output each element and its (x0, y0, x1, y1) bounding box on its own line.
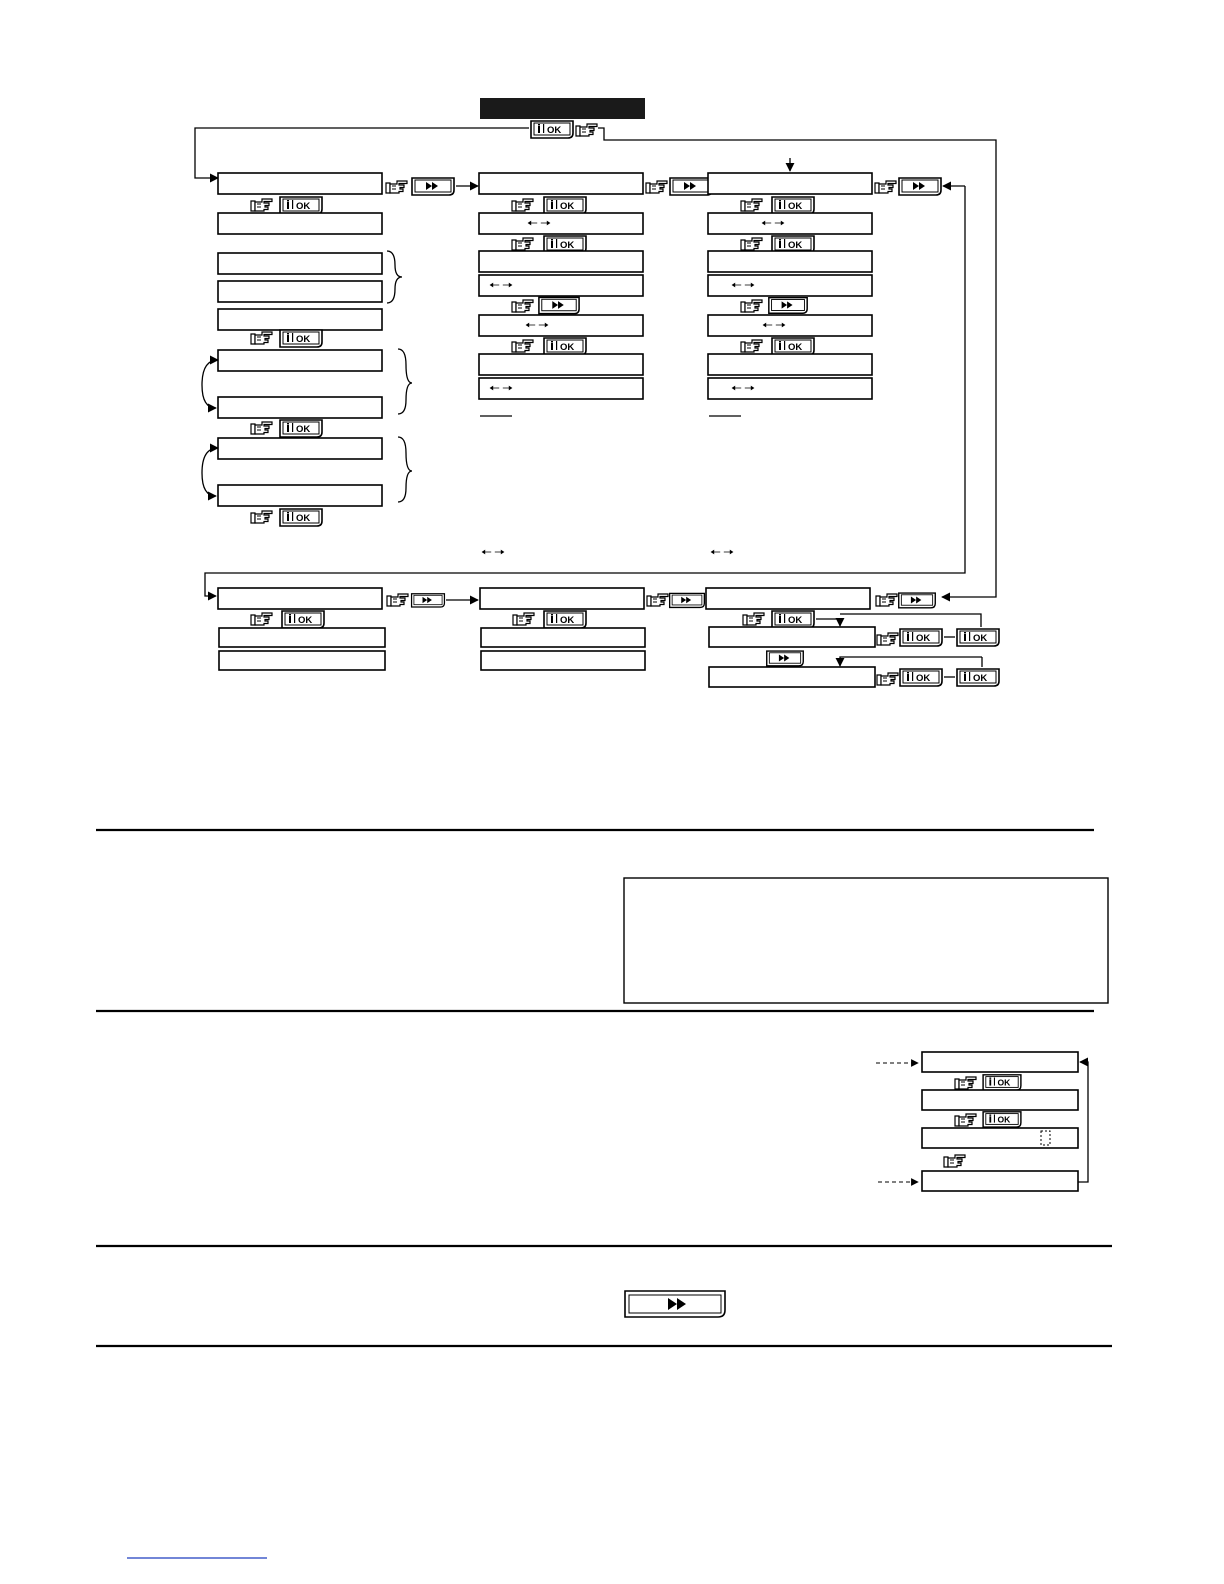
ok-button[interactable] (772, 611, 814, 628)
ok-button[interactable] (280, 420, 322, 437)
next-button[interactable] (899, 593, 936, 608)
next-button[interactable] (767, 651, 804, 666)
pointing-hand-icon (251, 511, 272, 523)
ok-button[interactable] (544, 338, 586, 355)
ok-button[interactable] (983, 1112, 1021, 1127)
pointing-hand-icon (576, 124, 597, 136)
ok-button[interactable] (282, 611, 324, 628)
pointing-hand-icon (386, 181, 407, 193)
next-button[interactable] (539, 297, 579, 313)
pointing-hand-icon (512, 340, 533, 352)
pointing-hand-icon (741, 199, 762, 211)
pointing-hand-icon (875, 181, 896, 193)
ok-button[interactable] (544, 197, 586, 214)
pointing-hand-icon (647, 594, 668, 606)
next-button[interactable] (412, 178, 454, 195)
left-right-arrows-icon (482, 550, 505, 555)
pointing-hand-icon (877, 633, 898, 645)
column-1-top (202, 173, 478, 526)
pointing-hand-icon (876, 594, 897, 606)
pointing-hand-icon (512, 238, 533, 250)
next-button[interactable] (412, 594, 445, 607)
pointing-hand-icon (251, 422, 272, 434)
next-button[interactable] (670, 178, 712, 195)
ok-button[interactable] (900, 669, 942, 686)
pointing-hand-icon (387, 594, 408, 606)
ok-button[interactable] (983, 1075, 1021, 1090)
note-box (624, 878, 1108, 1003)
ok-button[interactable] (531, 121, 573, 138)
menu-title-bar (480, 98, 645, 119)
pointing-hand-icon (741, 238, 762, 250)
bottom-row (218, 588, 999, 687)
next-button[interactable] (899, 178, 941, 195)
ok-button[interactable] (280, 330, 322, 347)
left-right-arrows-icon (711, 550, 734, 555)
ok-button[interactable] (772, 197, 814, 214)
ok-button[interactable] (900, 629, 942, 646)
pointing-hand-icon (877, 673, 898, 685)
ok-button[interactable] (957, 669, 999, 686)
pointing-hand-icon (512, 199, 533, 211)
ok-button[interactable] (544, 611, 586, 628)
large-next-button[interactable] (625, 1291, 725, 1317)
pointing-hand-icon (955, 1114, 976, 1126)
pointing-hand-icon (513, 613, 534, 625)
next-button[interactable] (670, 593, 705, 607)
ok-button[interactable] (280, 509, 322, 526)
next-button[interactable] (769, 298, 807, 314)
ok-button[interactable] (772, 338, 814, 355)
pointing-hand-icon (741, 300, 762, 312)
ok-button[interactable] (957, 629, 999, 646)
pointing-hand-icon (741, 340, 762, 352)
pointing-hand-icon (251, 332, 272, 344)
pointing-hand-icon (944, 1155, 965, 1167)
ok-button[interactable] (280, 197, 322, 214)
mini-flow (876, 1052, 1088, 1191)
pointing-hand-icon (512, 300, 533, 312)
pointing-hand-icon (251, 613, 272, 625)
column-2-top (479, 173, 712, 554)
pointing-hand-icon (251, 199, 272, 211)
pointing-hand-icon (646, 181, 667, 193)
pointing-hand-icon (955, 1077, 976, 1089)
pointing-hand-icon (743, 613, 764, 625)
